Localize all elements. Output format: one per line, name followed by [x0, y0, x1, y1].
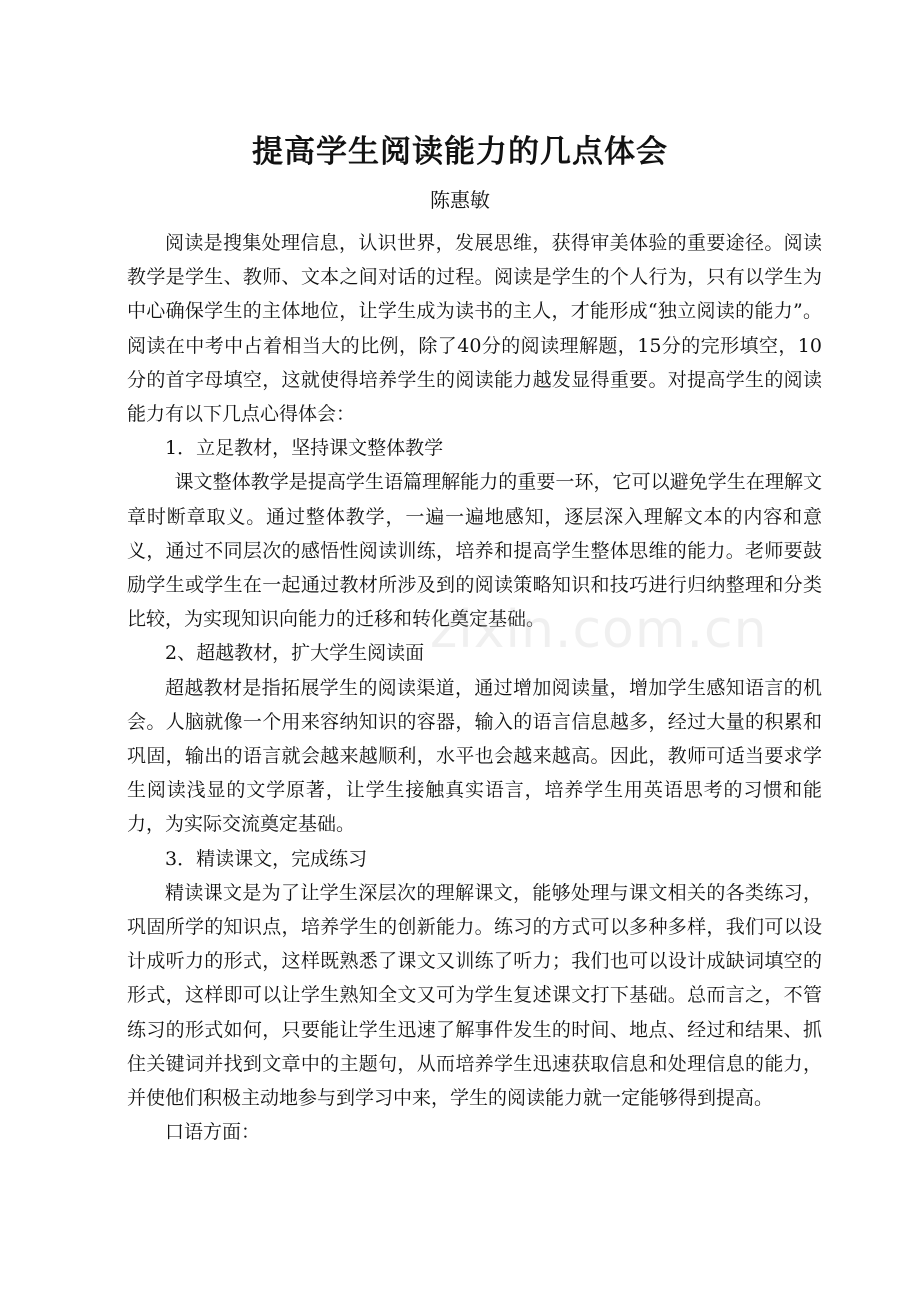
author-name: 陈惠敏 — [430, 188, 490, 212]
section-heading-1: 1．立足教材，坚持课文整体教学 — [165, 437, 444, 460]
section-1-paragraph: 课文整体教学是提高学生语篇理解能力的重要一环，它可以避免学生在理解文章时断章取义。通过整体教学，一遍一遍地感知，逐层深入理解文本的内容和意义，通过不同层次的感悟性阅读训练，培养和提高学生整体思维的能力。老师要鼓励学生或学生在一起通过教材所涉及到的阅读策略知识和技巧进行归纳整理和分类比较，为实现知识向能力的迁移和转化奠定基础。 — [127, 471, 822, 631]
section-3-paragraph: 精读课文是为了让学生深层次的理解课文，能够处理与课文相关的各类练习，巩固所学的知识点，培养学生的创新能力。练习的方式可以多种多样，我们可以设计成听力的形式，这样既熟悉了课文又训练了听力；我们也可以设计成缺词填空的形式，这样即可以让学生熟知全文又可为学生复述课文打下基础。总而言之，不管练习的形式如何，只要能让学生迅速了解事件发生的时间、地点、经过和结果、抓住关键词并找到文章中的主题句，从而培养学生迅速获取信息和处理信息的能力，并使他们积极主动地参与到学习中来，学生的阅读能力就一定能够得到提高。 — [127, 881, 822, 1110]
intro-paragraph: 阅读是搜集处理信息，认识世界，发展思维，获得审美体验的重要途径。阅读教学是学生、教师、文本之间对话的过程。阅读是学生的个人行为，只有以学生为中心确保学生的主体地位，让学生成为读书的主人，才能形成“独立阅读的能力”。阅读在中考中占着相当大的比例，除了40分的阅读理解题，15分的完形填空，10分的首字母填空，这就使得培养学生的阅读能力越发显得重要。对提高学生的阅读能力有以下几点心得体会： — [127, 232, 822, 426]
watermark-text: zixin.com.cn — [430, 600, 768, 660]
oral-section-heading: 口语方面： — [165, 1121, 261, 1144]
section-2-paragraph: 超越教材是指拓展学生的阅读渠道，通过增加阅读量，增加学生感知语言的机会。人脑就像一个用来容纳知识的容器，输入的语言信息越多，经过大量的积累和巩固，输出的语言就会越来越顺利，水平也会越来越高。因此，教师可适当要求学生阅读浅显的文学原著，让学生接触真实语言，培养学生用英语思考的习惯和能力，为实际交流奠定基础。 — [127, 676, 822, 836]
document-body — [127, 226, 822, 1149]
section-heading-2: 2、超越教材，扩大学生阅读面 — [165, 642, 425, 665]
document-title: 提高学生阅读能力的几点体会 — [252, 134, 668, 170]
section-heading-3: 3．精读课文，完成练习 — [165, 847, 368, 870]
